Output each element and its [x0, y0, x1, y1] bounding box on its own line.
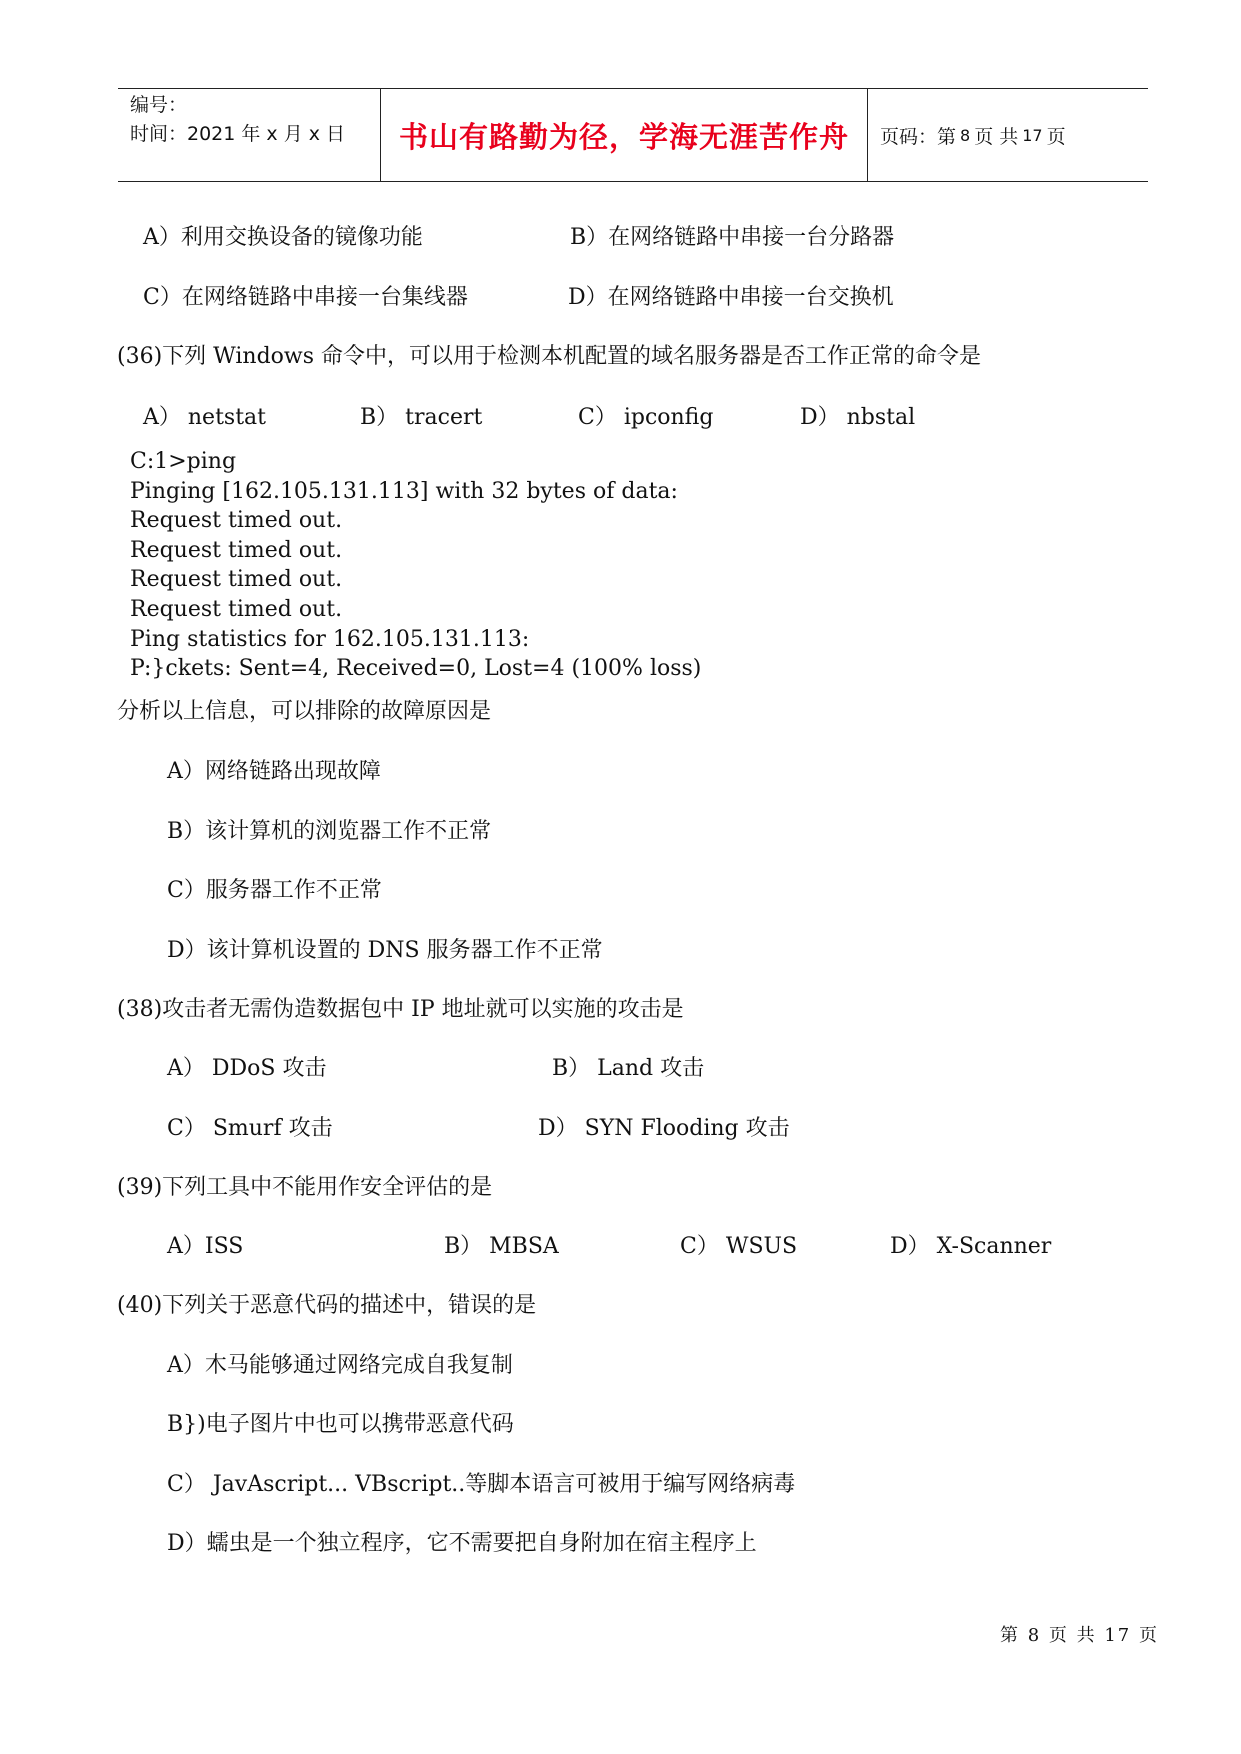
- header-page-info: [868, 89, 1148, 181]
- console-line: Request timed out.: [130, 597, 343, 622]
- q40-option-a: A）木马能够通过网络完成自我复制: [167, 1353, 513, 1378]
- console-line: C:1>ping: [130, 449, 237, 474]
- header-motto: 书山有路勤为径，学海无涯苦作舟: [398, 119, 849, 154]
- q39-option-b: B） MBSA: [444, 1234, 559, 1259]
- q40-option-b: B})电子图片中也可以携带恶意代码: [167, 1412, 514, 1437]
- header-meta: [118, 89, 380, 181]
- q40-option-d: D）蠕虫是一个独立程序，它不需要把自身附加在宿主程序上: [167, 1531, 757, 1556]
- q37-stem: 分析以上信息，可以排除的故障原因是: [117, 699, 492, 724]
- q38-option-d: D） SYN Flooding 攻击: [538, 1116, 790, 1141]
- header-motto-cell: [380, 89, 868, 181]
- header-page-prefix: 页码：第: [880, 125, 957, 148]
- console-line: Request timed out.: [130, 538, 343, 563]
- q36-option-c: C） ipconfig: [578, 405, 714, 430]
- header-page-suffix: 页: [1046, 125, 1066, 148]
- q37-option-a: A）网络链路出现故障: [167, 759, 381, 784]
- q35-option-a: A）利用交换设备的镜像功能: [143, 225, 423, 250]
- console-line: Request timed out.: [130, 567, 343, 592]
- q39-option-d: D） X-Scanner: [890, 1234, 1052, 1259]
- header-page-total: 17: [1022, 125, 1043, 145]
- q36-stem: (36)下列 Windows 命令中，可以用于检测本机配置的域名服务器是否工作正常的命令是: [117, 344, 982, 369]
- q38-option-c: C） Smurf 攻击: [167, 1116, 333, 1141]
- header-page-number: 8: [960, 125, 971, 145]
- q37-option-b: B）该计算机的浏览器工作不正常: [167, 819, 492, 844]
- console-line: Request timed out.: [130, 508, 343, 533]
- q35-option-b: B）在网络链路中串接一台分路器: [570, 225, 895, 250]
- q36-option-b: B） tracert: [360, 405, 483, 430]
- q39-option-c: C） WSUS: [680, 1234, 798, 1259]
- header-page-mid: 页 共: [974, 125, 1019, 148]
- q35-option-d: D）在网络链路中串接一台交换机: [568, 285, 894, 310]
- q39-option-a: A）ISS: [167, 1234, 244, 1259]
- console-line: Ping statistics for 162.105.131.113:: [130, 627, 530, 652]
- q37-option-d: D）该计算机设置的 DNS 服务器工作不正常: [167, 938, 603, 963]
- q36-option-a: A） netstat: [143, 405, 266, 430]
- q38-option-a: A） DDoS 攻击: [167, 1056, 327, 1081]
- console-line: Pinging [162.105.131.113] with 32 bytes of data:: [130, 479, 678, 504]
- console-line: P:}ckets: Sent=4, Received=0, Lost=4 (100% loss): [130, 656, 702, 681]
- q36-option-d: D） nbstal: [800, 405, 916, 430]
- header-time-label: 时间：2021 年 x 月 x 日: [130, 123, 346, 145]
- q39-stem: (39)下列工具中不能用作安全评估的是: [117, 1175, 493, 1200]
- q40-option-c: C） JavAscript... VBscript..等脚本语言可被用于编写网络病毒: [167, 1472, 796, 1497]
- q35-option-c: C）在网络链路中串接一台集线器: [143, 285, 468, 310]
- q38-option-b: B） Land 攻击: [552, 1056, 705, 1081]
- q40-stem: (40)下列关于恶意代码的描述中，错误的是: [117, 1293, 537, 1318]
- header-number-label: 编号：: [130, 94, 188, 116]
- page-footer: 第 8 页 共 17 页: [1000, 1625, 1159, 1646]
- q37-option-c: C）服务器工作不正常: [167, 878, 382, 903]
- page-header: [118, 88, 1148, 182]
- q38-stem: (38)攻击者无需伪造数据包中 IP 地址就可以实施的攻击是: [117, 997, 684, 1022]
